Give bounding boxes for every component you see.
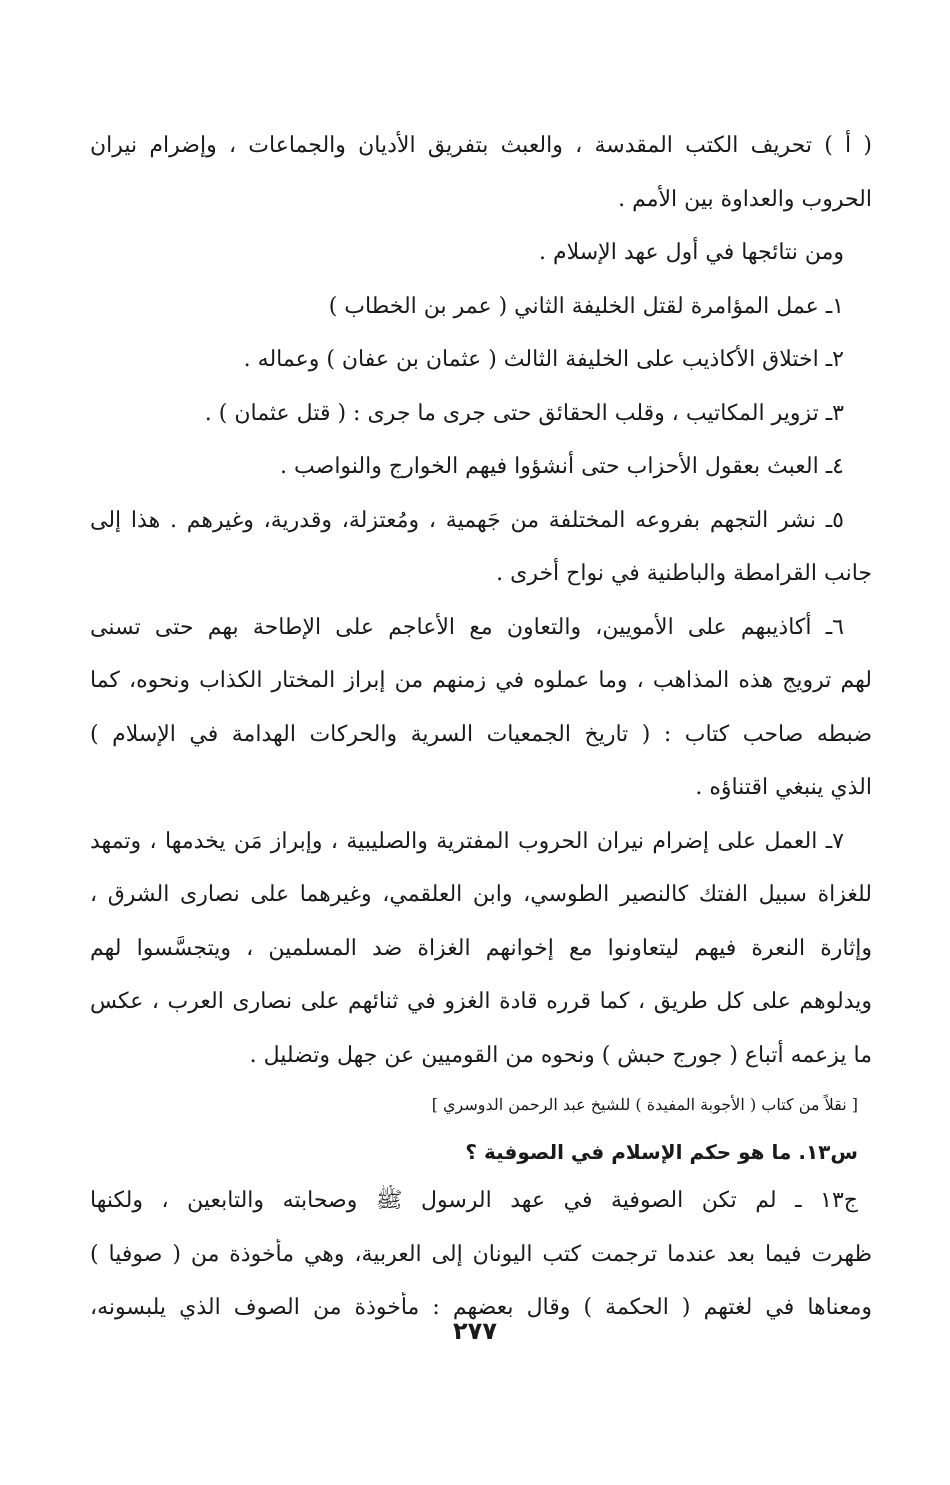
question-heading: س١٣. ما هو حكم الإسلام في الصوفية ؟ xyxy=(465,1140,858,1164)
answer-line-3: ومعناها في لغتهم ( الحكمة ) وقال بعضهم : مأخوذة من الصوف الذي يلبسونه، xyxy=(90,1295,872,1320)
list-item-6-line-3: ضبطه صاحب كتاب : ( تاريخ الجمعيات السرية والحركات الهدامة في الإسلام ) xyxy=(90,721,872,747)
list-item-6-line-4: الذي ينبغي اقتناؤه . xyxy=(695,775,872,800)
list-item-1: ١ـ عمل المؤامرة لقتل الخليفة الثاني ( عمر بن الخطاب ) xyxy=(328,293,844,319)
source-citation: [ نقلاً من كتاب ( الأجوبة المفيدة ) للشيخ عبد الرحمن الدوسري ] xyxy=(431,1095,858,1114)
list-item-5-line-2: جانب القرامطة والباطنية في نواح أُخرى . xyxy=(496,561,872,586)
list-item-5-line-1: ٥ـ نشر التجهم بفروعه المختلفة من جَهمية ، ومُعتزلة، وقدرية، وغيرهم . هذا إلى xyxy=(90,507,844,533)
list-item-2: ٢ـ اختلاق الأكاذيب على الخليفة الثالث ( عثمان بن عفان ) وعماله . xyxy=(243,347,844,372)
list-item-6-line-2: لهم ترويج هذه المذاهب ، وما عملوه في زمنهم من إبراز المختار الكذاب ونحوه، كما xyxy=(90,668,872,693)
paragraph-intro-line-2: الحروب والعداوة بين الأمم . xyxy=(618,186,872,212)
list-item-7-line-2: للغزاة سبيل الفتك كالنصير الطوسي، وابن العلقمي، وغيرهما على نصارى الشرق ، xyxy=(90,882,872,907)
list-item-3: ٣ـ تزوير المكاتيب ، وقلب الحقائق حتى جرى ما جرى : ( قتل عثمان ) . xyxy=(204,400,844,426)
list-item-7-line-4: ويدلوهم على كل طريق ، كما قرره قادة الغزو في ثنائهم على نصارى العرب ، عكس xyxy=(90,989,872,1014)
list-item-6-line-1: ٦ـ أكاذيبهم على الأمويين، والتعاون مع الأعاجم على الإطاحة بهم حتى تسنى xyxy=(90,614,844,640)
answer-line-1: ج١٣ ـ لم تكن الصوفية في عهد الرسول ﷺ وصحابته والتابعين ، ولكنها xyxy=(90,1188,858,1213)
answer-line-2: ظهرت فيما بعد عندما ترجمت كتب اليونان إلى العربية، وهي مأخوذة من ( صوفيا ) xyxy=(90,1241,872,1267)
list-item-7-line-3: وإثارة النعرة فيهم ليتعاونوا مع إخوانهم الغزاة ضد المسلمين ، ويتجسَّسوا لهم xyxy=(90,935,872,961)
list-item-7-line-5: ما يزعمه أتباع ( جورج حبش ) ونحوه من القوميين عن جهل وتضليل . xyxy=(249,1042,872,1068)
page-body xyxy=(90,130,872,1346)
paragraph-intro-line-1: ( أ ) تحريف الكتب المقدسة ، والعبث بتفريق الأديان والجماعات ، وإضرام نيران xyxy=(90,133,872,158)
paragraph-results-heading: ومن نتائجها في أول عهد الإسلام . xyxy=(539,240,844,265)
page-number: ٢٧٧ xyxy=(453,1317,497,1345)
list-item-4: ٤ـ العبث بعقول الأحزاب حتى أنشؤوا فيهم الخوارج والنواصب . xyxy=(280,454,844,479)
list-item-7-line-1: ٧ـ العمل على إضرام نيران الحروب المفترية والصليبية ، وإبراز مَن يخدمها ، وتمهد xyxy=(90,828,844,854)
